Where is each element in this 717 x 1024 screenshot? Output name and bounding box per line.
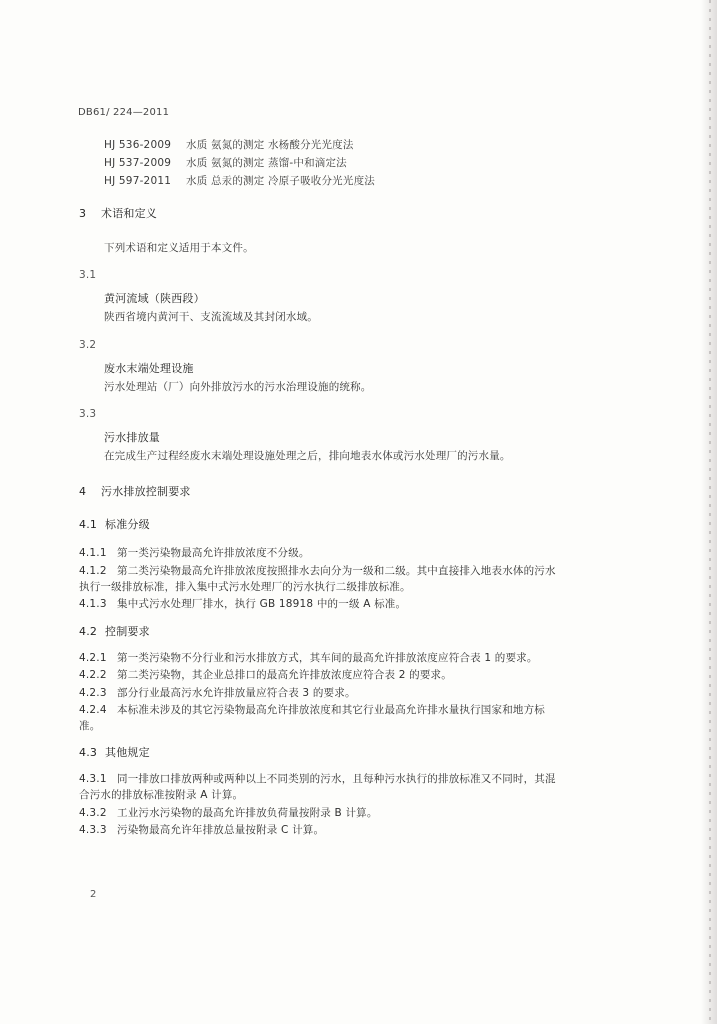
clause-number: 4.3.2 <box>79 807 107 819</box>
clause-number: 4.2.1 <box>79 652 107 664</box>
reference-code: HJ 537-2009 <box>104 157 172 169</box>
clause <box>79 597 406 611</box>
section-3-heading <box>79 207 157 221</box>
subsection-4-2-heading <box>79 625 150 639</box>
term-name: 黄河流域（陕西段） <box>104 292 205 305</box>
clause-number: 4.1.2 <box>79 565 107 577</box>
subsection-4-1-heading <box>79 518 150 532</box>
clause-number: 4.2.4 <box>79 704 107 716</box>
section-number: 3 <box>79 207 87 220</box>
section-number: 4 <box>79 485 87 498</box>
clause <box>79 703 545 717</box>
clause-number: 4.3.1 <box>79 773 107 785</box>
clause-continuation: 执行一级排放标准，排入集中式污水处理厂的污水执行二级排放标准。 <box>79 581 411 593</box>
subsection-number: 4.2 <box>79 625 98 638</box>
page-number: 2 <box>90 889 97 900</box>
term-definition: 污水处理站（厂）向外排放污水的污水治理设施的统称。 <box>104 381 372 393</box>
clause <box>79 651 538 665</box>
clause-number: 4.2.3 <box>79 687 107 699</box>
term-definition: 陕西省境内黄河干、支流流域及其封闭水域。 <box>104 311 318 323</box>
clause-number: 4.1.3 <box>79 598 107 610</box>
section-4-heading <box>79 485 191 499</box>
clause-text: 污染物最高允许年排放总量按附录 C 计算。 <box>117 824 325 836</box>
term-number: 3.3 <box>79 408 97 420</box>
clause <box>79 772 556 786</box>
clause-text: 本标准未涉及的其它污染物最高允许排放浓度和其它行业最高允许排水量执行国家和地方标 <box>117 704 545 716</box>
section-title: 术语和定义 <box>101 207 157 220</box>
term-name: 废水末端处理设施 <box>104 362 194 375</box>
clause-number: 4.1.1 <box>79 547 107 559</box>
clause <box>79 806 378 820</box>
clause <box>79 823 324 837</box>
clause-text: 部分行业最高污水允许排放量应符合表 3 的要求。 <box>117 687 356 699</box>
reference-code: HJ 536-2009 <box>104 139 172 151</box>
clause-number: 4.2.2 <box>79 669 107 681</box>
subsection-title: 标准分级 <box>105 518 150 531</box>
term-number: 3.1 <box>79 269 97 281</box>
clause <box>79 564 556 578</box>
clause <box>79 668 452 682</box>
subsection-title: 其他规定 <box>105 746 150 759</box>
section-3-intro: 下列术语和定义适用于本文件。 <box>104 242 254 254</box>
clause-text: 集中式污水处理厂排水，执行 GB 18918 中的一级 A 标准。 <box>117 598 407 610</box>
clause-text: 第二类污染物最高允许排放浓度按照排水去向分为一级和二级。其中直接排入地表水体的污水 <box>117 565 556 577</box>
reference-code: HJ 597-2011 <box>104 175 172 187</box>
document-header: DB61/ 224—2011 <box>78 107 170 118</box>
clause-text: 第二类污染物，其企业总排口的最高允许排放浓度应符合表 2 的要求。 <box>117 669 452 681</box>
section-title: 污水排放控制要求 <box>101 485 191 498</box>
subsection-4-3-heading <box>79 746 150 760</box>
term-name: 污水排放量 <box>104 431 160 444</box>
clause-text: 第一类污染物不分行业和污水排放方式，其车间的最高允许排放浓度应符合表 1 的要求。 <box>117 652 538 664</box>
term-definition: 在完成生产过程经废水末端处理设施处理之后，排向地表水体或污水处理厂的污水量。 <box>104 450 511 462</box>
clause <box>79 546 310 560</box>
clause-text: 同一排放口排放两种或两种以上不同类别的污水，且每种污水执行的排放标准又不同时，其混 <box>117 773 556 785</box>
subsection-number: 4.1 <box>79 518 98 531</box>
reference-title: 水质 总汞的测定 冷原子吸收分光光度法 <box>186 175 375 187</box>
clause-continuation: 准。 <box>79 720 101 732</box>
reference-title: 水质 氨氮的测定 水杨酸分光光度法 <box>186 139 354 151</box>
clause-continuation: 合污水的排放标准按附录 A 计算。 <box>79 789 244 801</box>
scan-edge-texture <box>709 0 711 1024</box>
subsection-number: 4.3 <box>79 746 98 759</box>
clause-text: 第一类污染物最高允许排放浓度不分级。 <box>117 547 310 559</box>
subsection-title: 控制要求 <box>105 625 150 638</box>
reference-title: 水质 氨氮的测定 蒸馏-中和滴定法 <box>186 157 347 169</box>
clause-number: 4.3.3 <box>79 824 107 836</box>
term-number: 3.2 <box>79 339 97 351</box>
clause <box>79 686 356 700</box>
clause-text: 工业污水污染物的最高允许排放负荷量按附录 B 计算。 <box>117 807 378 819</box>
